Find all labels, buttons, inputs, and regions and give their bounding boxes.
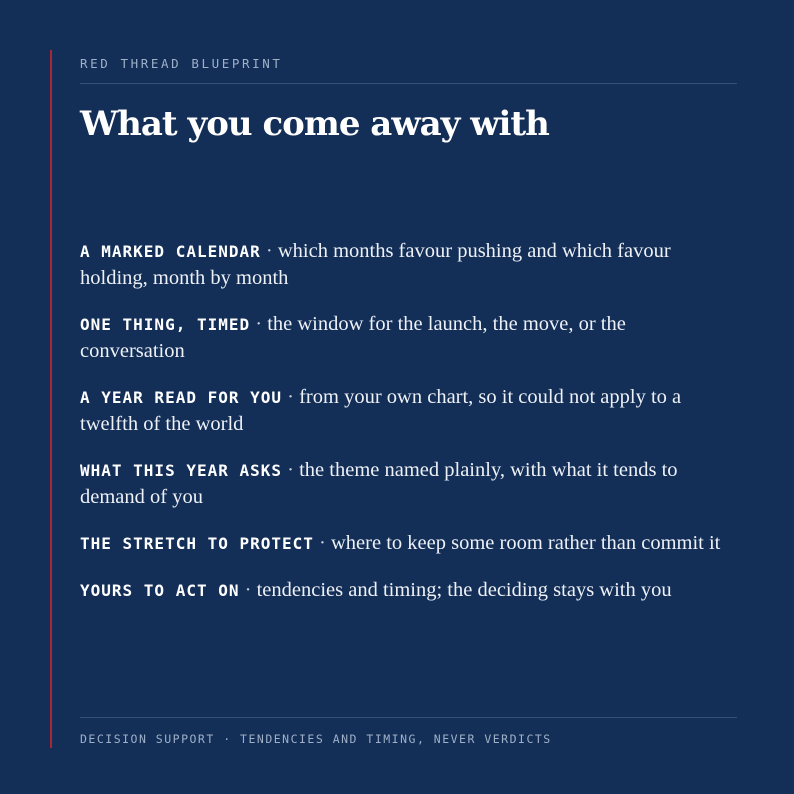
bottom-divider [80, 717, 737, 718]
page-title: What you come away with [80, 104, 549, 144]
benefit-text: which months favour pushing and which favour holding, month by month [80, 240, 671, 289]
benefit-item [80, 238, 730, 291]
benefit-separator: · [260, 240, 278, 262]
benefit-text: the theme named plainly, with what it tends to demand of you [80, 459, 678, 508]
benefit-separator: · [239, 579, 257, 601]
benefit-list [80, 238, 730, 624]
benefit-key: ONE THING, TIMED [80, 315, 251, 334]
benefit-item [80, 577, 730, 604]
footer-note: DECISION SUPPORT · TENDENCIES AND TIMING, NEVER VERDICTS [80, 732, 552, 746]
benefit-item [80, 530, 730, 557]
benefit-separator: · [282, 459, 300, 481]
accent-rule [50, 50, 52, 748]
benefit-key: THE STRETCH TO PROTECT [80, 534, 314, 553]
benefit-key: WHAT THIS YEAR ASKS [80, 461, 283, 480]
benefit-key: A YEAR READ FOR YOU [80, 388, 283, 407]
benefit-separator: · [313, 532, 331, 554]
benefit-text: tendencies and timing; the deciding stays with you [256, 579, 672, 601]
top-divider [80, 83, 737, 84]
benefit-key: A MARKED CALENDAR [80, 242, 261, 261]
benefit-text: the window for the launch, the move, or the conversation [80, 313, 626, 362]
benefit-item [80, 311, 730, 364]
benefit-separator: · [282, 386, 300, 408]
benefit-separator: · [250, 313, 268, 335]
eyebrow-label: RED THREAD BLUEPRINT [80, 56, 283, 71]
benefit-item [80, 457, 730, 510]
benefit-text: where to keep some room rather than commit it [331, 532, 721, 554]
benefit-key: YOURS TO ACT ON [80, 581, 240, 600]
benefit-text: from your own chart, so it could not apply to a twelfth of the world [80, 386, 682, 435]
benefit-item [80, 384, 730, 437]
